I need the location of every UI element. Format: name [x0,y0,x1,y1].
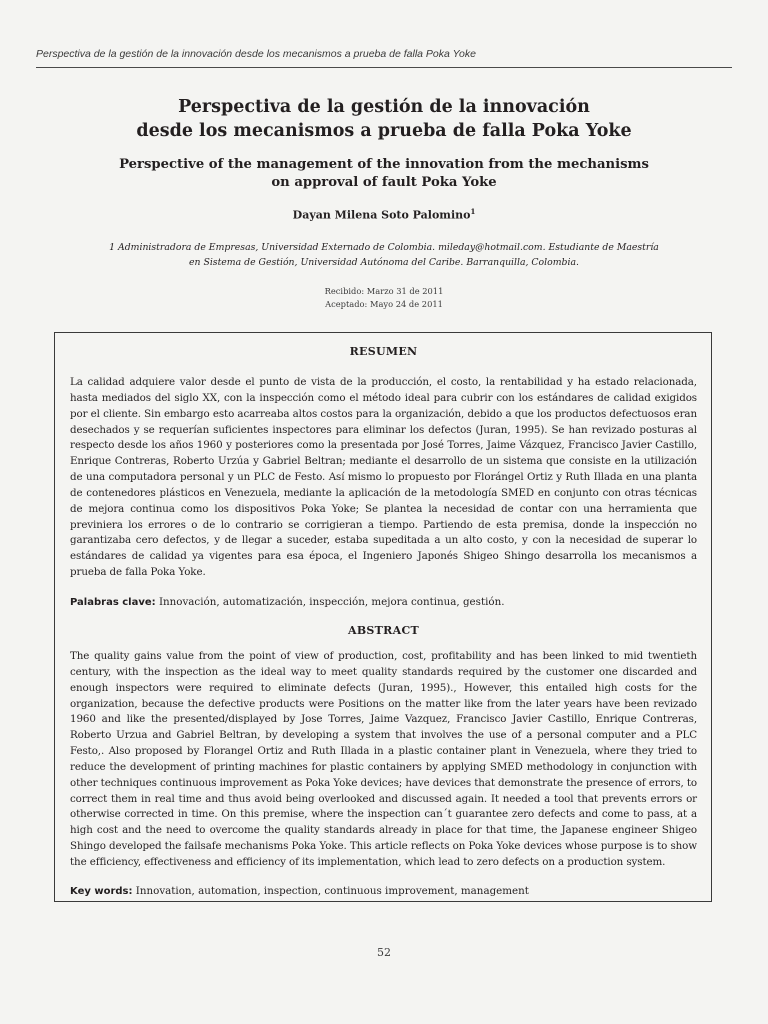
header-rule [36,67,732,68]
submission-dates [40,285,728,311]
abstract-heading: ABSTRACT [348,623,419,637]
author-name [40,207,728,222]
affiliation-line: 1 Administradora de Empresas, Universidad Externado de Colombia. mileday@hotmail.com. Estudiante de Maestría [109,242,659,253]
resumen-heading: RESUMEN [349,345,418,358]
resumen-keywords [70,595,697,610]
title-line: desde los mecanismos a prueba de falla Poka Yoke [136,121,632,141]
keywords-label: Key words: [70,885,133,897]
keywords-label: Palabras clave: [70,596,156,608]
article-subtitle [40,156,728,192]
title-line: Perspectiva de la gestión de la innovación [178,97,590,117]
subtitle-line: on approval of fault Poka Yoke [271,175,497,190]
resumen-text: La calidad adquiere valor desde el punto de vista de la producción, el costo, la rentabilidad y ha estado relacionada, hasta mediados del siglo XX, con la inspección como el método ideal para cubrir con los estándares de calidad exigidos por el cliente. Sin embargo esto acarreaba altos costos para la organización, debido a que los productos defectuosos eran desechados y se requerían suficientes inspectores para eliminar los defectos (Juran, 1995). Se han revizado posturas al respecto desde los años 1960 y posteriores como la presentada por José Torres, Jaime Vázquez, Francisco Javier Castillo, Enrique Contreras, Roberto Urzúa y Gabriel Beltran; mediante el desarrollo de un sistema que consiste en la utilización de una computadora personal y un PLC de Festo. Así mismo lo propuesto por Florángel Ortiz y Ruth Illada en una planta de contenedores plásticos en Venezuela, mediante la aplicación de la metodología SMED en conjunto con otras técnicas de mejora continua como los dispositivos Poka Yoke; Se plantea la necesidad de contar con una herramienta que previniera los errores o de lo contrario se corrigieran a tiempo. Partiendo de esta premisa, donde la inspección no garantizaba cero defectos, y de llegar a suceder, estaba supeditada a un alto costo, y con la necesidad de superar lo estándares de calidad ya vigentes para esa época, el Ingeniero Japonés Shigeo Shingo desarrolla los mecanismos a prueba de falla Poka Yoke. [70,376,697,579]
running-head: Perspectiva de la gestión de la innovación desde los mecanismos a prueba de falla Poka Yoke [36,48,476,60]
keywords-value: Innovation, automation, inspection, continuous improvement, management [132,884,529,897]
author-text: Dayan Milena Soto Palomino [292,208,471,222]
abstract-box [54,332,712,902]
keywords-value: Innovación, automatización, inspección, mejora continua, gestión. [155,595,505,608]
subtitle-line: Perspective of the management of the innovation from the mechanisms [119,157,649,172]
page-number: 52 [377,946,391,959]
received-date: Recibido: Marzo 31 de 2011 [324,286,444,296]
affiliation-line: en Sistema de Gestión, Universidad Autónoma del Caribe. Barranquilla, Colombia. [189,257,579,268]
article-title [40,95,728,143]
abstract-keywords [70,884,697,899]
accepted-date: Aceptado: Mayo 24 de 2011 [325,299,443,309]
abstract-text: The quality gains value from the point of view of production, cost, profitability and has been linked to mid twentieth century, with the inspection as the ideal way to meet quality standards required by the customer one discarded and enough inspectors were required to eliminate defects (Juran, 1995)., However, this entailed high costs for the organization, because the defective products were Positions on the matter like from the later years have been revizado 1960 and like the presented/displayed by Jose Torres, Jaime Vazquez, Francisco Javier Castillo, Enrique Contreras, Roberto Urzua and Gabriel Beltran, by developing a system that involves the use of a personal computer and a PLC Festo,. Also proposed by Florangel Ortiz and Ruth Illada in a plastic container plant in Venezuela, where they tried to reduce the development of printing machines for plastic containers by applying SMED methodology in conjunction with other techniques continuous improvement as Poka Yoke devices; have devices that demonstrate the presence of errors, to correct them in real time and thus avoid being overlooked and discussed again. It needed a tool that prevents errors or otherwise corrected in time. On this premise, where the inspection can´t guarantee zero defects and come to pass, at a high cost and the need to overcome the quality standards already in place for that time, the Japanese engineer Shigeo Shingo developed the failsafe mechanisms Poka Yoke. This article reflects on Poka Yoke devices whose purpose is to show the efficiency, effectiveness and efficiency of its implementation, which lead to zero defects on a production system. [70,649,697,868]
author-footnote-mark: 1 [470,207,476,216]
author-affiliation [70,240,698,270]
